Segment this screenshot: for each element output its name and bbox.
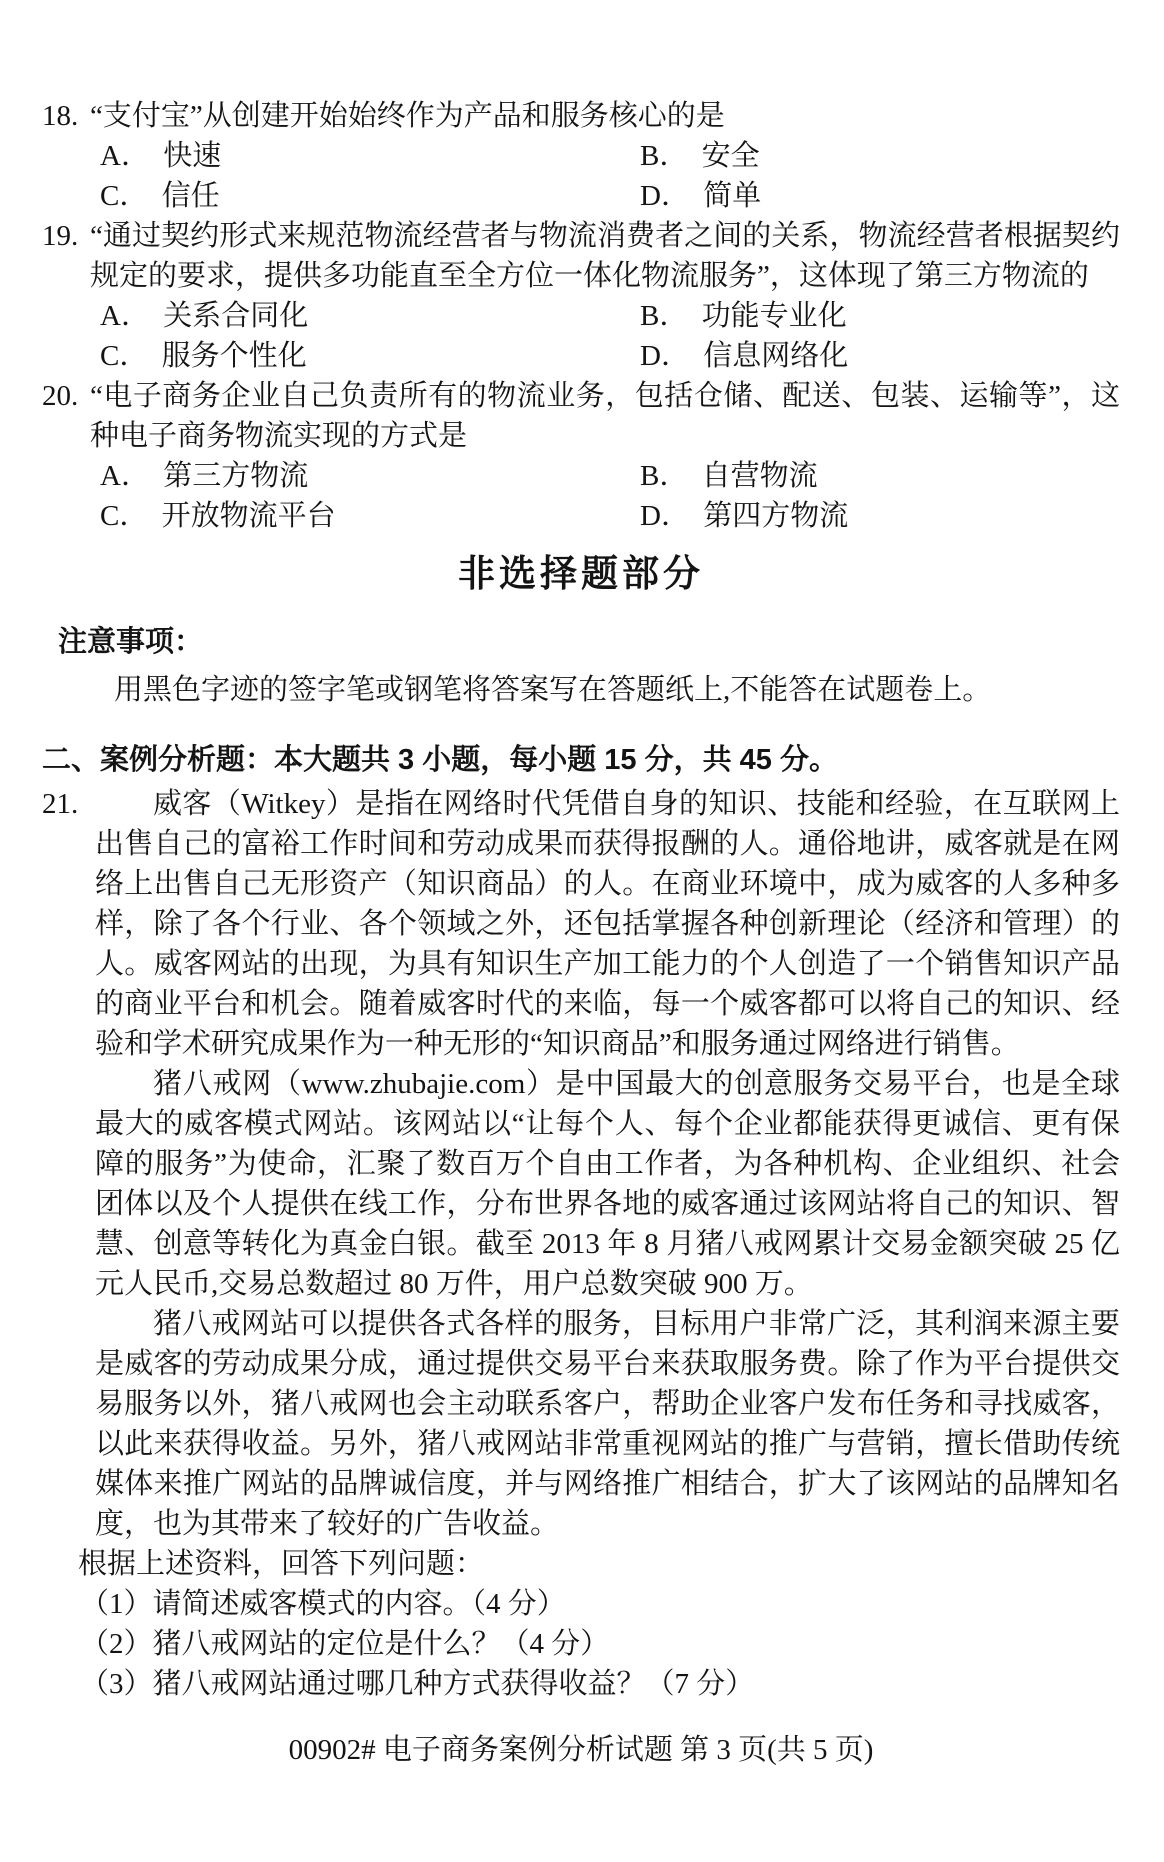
answer-option: [100, 296, 640, 336]
option-label: B．: [640, 140, 689, 172]
mcq-question: [42, 216, 1120, 376]
multiple-choice-section: [42, 96, 1120, 536]
option-text: 信息网络化: [703, 340, 849, 372]
answer-option: [640, 336, 1120, 376]
subquestion: （2）猪八戒网站的定位是什么？（4 分）: [80, 1628, 610, 1660]
section-heading: 非选择题部分: [458, 553, 704, 594]
answer-option: [100, 496, 640, 536]
option-label: A．: [100, 460, 150, 492]
case-paragraph: 猪八戒网（www.zhubajie.com）是中国最大的创意服务交易平台，也是全球最大的威客模式网站。该网站以“让每个人、每个企业都能获得更诚信、更有保障的服务”为使命，汇聚了数百万个自由工作者，为各种机构、企业组织、社会团体以及个人提供在线工作，分布世界各地的威客通过该网站将自己的知识、智慧、创意等转化为真金白银。截至 2013 年 8 月猪八戒网累计交易金额突破 25 亿元人民币,交易总数超过 80 万件，用户总数突破 900 万。: [95, 1068, 1120, 1300]
option-text: 信任: [161, 180, 220, 212]
subquestions: [42, 1584, 1120, 1704]
option-text: 服务个性化: [161, 340, 307, 372]
option-text: 第四方物流: [703, 500, 849, 532]
answer-option: [640, 496, 1120, 536]
mcq-question: [42, 376, 1120, 536]
option-text: 快速: [163, 140, 222, 172]
notice-body: 用黑色字迹的签字笔或钢笔将答案写在答题纸上,不能答在试题卷上。: [114, 674, 992, 706]
answer-option: [640, 296, 1120, 336]
option-text: 功能专业化: [701, 300, 847, 332]
option-label: C．: [100, 180, 149, 212]
option-text: 开放物流平台: [161, 500, 336, 532]
option-label: C．: [100, 500, 149, 532]
question-stem: “支付宝”从创建开始始终作为产品和服务核心的是: [90, 100, 725, 132]
case-paragraph: 猪八戒网站可以提供各式各样的服务，目标用户非常广泛，其利润来源主要是威客的劳动成果分成，通过提供交易平台来获取服务费。除了作为平台提供交易服务以外，猪八戒网也会主动联系客户，帮助企业客户发布任务和寻找威客，以此来获得收益。另外，猪八戒网站非常重视网站的推广与营销，擅长借助传统媒体来推广网站的品牌诚信度，并与网络推广相结合，扩大了该网站的品牌知名度，也为其带来了较好的广告收益。: [95, 1308, 1120, 1540]
answer-option: [640, 456, 1120, 496]
case-prompt: 根据上述资料，回答下列问题：: [78, 1548, 485, 1580]
option-text: 简单: [703, 180, 762, 212]
option-label: A．: [100, 300, 150, 332]
option-text: 自营物流: [701, 460, 818, 492]
case-question: [42, 784, 1120, 1704]
option-text: 安全: [701, 140, 760, 172]
case-paragraph: 威客（Witkey）是指在网络时代凭借自身的知识、技能和经验，在互联网上出售自己的富裕工作时间和劳动成果而获得报酬的人。通俗地讲，威客就是在网络上出售自己无形资产（知识商品）的人。在商业环境中，成为威客的人多种多样，除了各个行业、各个领域之外，还包括掌握各种创新理论（经济和管理）的人。威客网站的出现，为具有知识生产加工能力的个人创造了一个销售知识产品的商业平台和机会。随着威客时代的来临，每一个威客都可以将自己的知识、经验和学术研究成果作为一种无形的“知识商品”和服务通过网络进行销售。: [95, 788, 1120, 1060]
option-text: 第三方物流: [163, 460, 309, 492]
question-number: 20.: [42, 380, 79, 412]
option-text: 关系合同化: [163, 300, 309, 332]
question-number: 18.: [42, 100, 79, 132]
subquestion: （3）猪八戒网站通过哪几种方式获得收益？（7 分）: [80, 1668, 755, 1700]
section-two-title: 二、案例分析题：本大题共 3 小题，每小题 15 分，共 45 分。: [42, 744, 838, 776]
question-stem-row: [42, 216, 1120, 296]
answer-option: [100, 136, 640, 176]
option-label: D．: [640, 340, 690, 372]
option-label: D．: [640, 500, 690, 532]
mcq-question: [42, 96, 1120, 216]
case-question-row: [42, 784, 1120, 1544]
options-grid: [100, 456, 1120, 536]
question-stem-row: [42, 376, 1120, 456]
option-label: B．: [640, 300, 689, 332]
question-stem-row: [42, 96, 1120, 136]
options-grid: [100, 296, 1120, 376]
options-grid: [100, 136, 1120, 216]
case-paragraphs: [95, 784, 1120, 1544]
answer-option: [100, 336, 640, 376]
answer-option: [100, 176, 640, 216]
notice-block: [42, 622, 1120, 710]
answer-option: [100, 456, 640, 496]
question-number: 19.: [42, 220, 79, 252]
answer-option: [640, 136, 1120, 176]
notice-title: 注意事项：: [58, 626, 204, 658]
option-label: C．: [100, 340, 149, 372]
page-footer: 00902# 电子商务案例分析试题 第 3 页(共 5 页): [288, 1734, 874, 1766]
question-stem: “电子商务企业自己负责所有的物流业务，包括仓储、配送、包装、运输等”，这种电子商务物流实现的方式是: [90, 380, 1120, 452]
option-label: D．: [640, 180, 690, 212]
question-number: 21.: [42, 788, 79, 820]
subquestion: （1）请简述威客模式的内容。（4 分）: [80, 1588, 566, 1620]
option-label: A．: [100, 140, 150, 172]
question-stem: “通过契约形式来规范物流经营者与物流消费者之间的关系，物流经营者根据契约规定的要求，提供多功能直至全方位一体化物流服务”，这体现了第三方物流的: [90, 220, 1120, 292]
answer-option: [640, 176, 1120, 216]
option-label: B．: [640, 460, 689, 492]
